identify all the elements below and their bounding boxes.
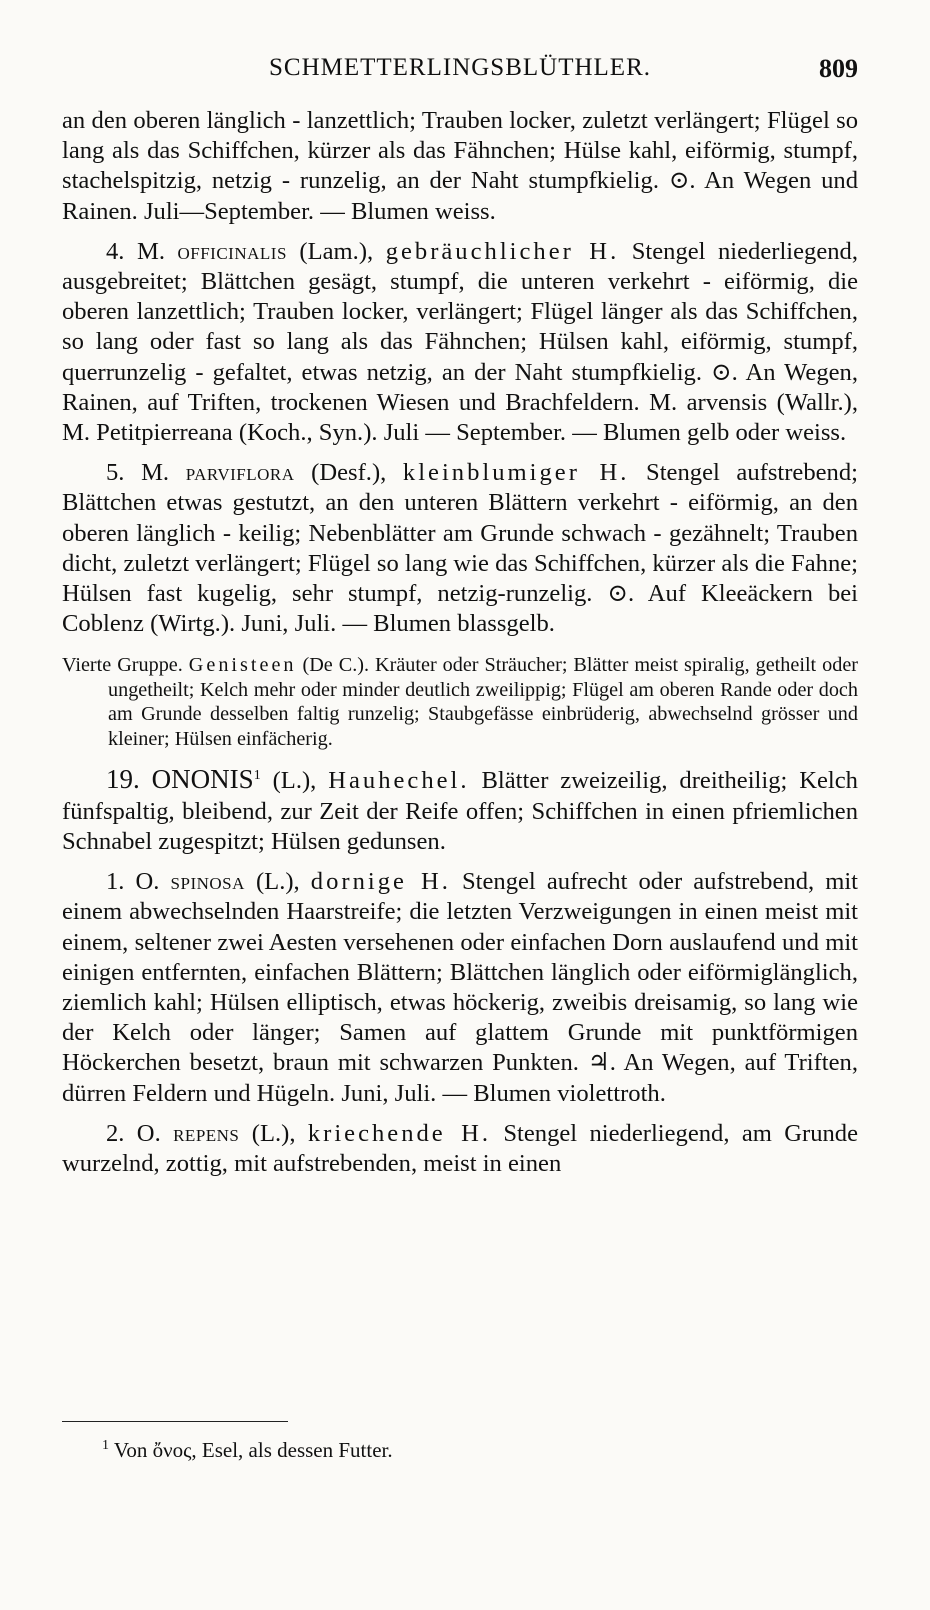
running-title: SCHMETTERLINGSBLÜTHLER. [268,54,652,81]
species-author: (Lam.), [299,237,374,265]
common-name: gebräuchlicher H. [385,237,620,265]
species-number: 2. O. [106,1119,161,1147]
species-entry-spinosa [62,867,858,1109]
genus-author: (L.), [272,767,317,795]
group-description: Kräuter oder Sträucher; Blätter meist spiralig, getheilt oder ungetheilt; Kelch mehr oder minder deutlich zweilippig; Flügel am oberen Rande oder doch am Grunde desselben faltig runzelig; Staubgefässe einbrüderig, abwechselnd grösser und kleiner; Hülsen einfächerig. [108,654,859,750]
species-epithet: spinosa [170,868,245,896]
genus-name: ONONIS [151,764,254,795]
species-entry-officinalis [62,237,858,448]
species-description: Stengel niederliegend, ausgebreitet; Blättchen gesägt, stumpf, die unteren verkehrt - eiförmig, die oberen lanzettlich; Trauben locker, verlängert; Flügel länger als das Schiffchen, so lang oder fast so lang als das Fähnchen; Hülsen kahl, eiförmig, stumpf, querrunzelig - gefaltet, etwas netzig, an der Naht stumpfkielig. ⊙. An Wegen, Rainen, auf Triften, trockenen Wiesen und Brachfeldern. M. arvensis (Wallr.), M. Petitpierreana (Koch., Syn.). Juli — September. — Blumen gelb oder weiss. [62,237,858,447]
footnote-rule [62,1421,288,1422]
species-author: (L.), [251,1119,296,1147]
footnote [102,1438,393,1463]
genus-description: Blätter zweizeilig, dreitheilig; Kelch fünfspaltig, bleibend, zur Zeit der Reife offen; Schiffchen in einen pfriemlichen Schnabel zugespitzt; Hülsen gedunsen. [62,767,858,856]
species-description: Stengel aufrecht oder aufstrebend, mit einem abwechselnden Haarstreife; die letzten Verzweigungen in einen meist mit einem, seltener zwei Aesten versehenen oder einfachen Dorn auslaufend und mit einigen entfernten, einfachen Blättern; Blättchen länglich oder eiförmiglänglich, ziemlich kahl; Hülsen elliptisch, etwas höckerig, zweibis dreisamig, so lang wie der Kelch oder länger; Samen auf glattem Grunde mit punktförmigen Höckerchen besetzt, braun mit schwarzen Punkten. ♃. An Wegen, auf Triften, dürren Feldern und Hügeln. Juni, Juli. — Blumen violettroth. [62,868,859,1107]
common-name: kriechende H. [307,1119,491,1147]
page-number: 809 [819,54,858,83]
genus-number: 19. [106,764,140,795]
species-author: (Desf.), [311,459,387,487]
group-label: Vierte Gruppe. [62,654,183,677]
species-entry-parviflora [62,458,858,639]
footnote-text: Von ὄνος, Esel, als dessen Futter. [113,1438,393,1462]
species-epithet: repens [173,1119,240,1147]
body-text [62,106,858,1179]
group-name: Genisteen [188,654,297,677]
common-name: Hauhechel. [328,767,470,795]
species-author: (L.), [255,868,300,896]
species-epithet: officinalis [177,237,287,265]
group-heading-genisteen [62,653,858,751]
genus-entry-ononis [62,761,858,857]
species-number: 5. M. [106,459,170,487]
species-entry-repens [62,1119,858,1179]
group-author: (De C.). [302,654,370,677]
species-epithet: parviflora [185,459,295,487]
species-description: Stengel aufstrebend; Blättchen etwas gestutzt, an den unteren Blättern verkehrt - eiförmig, an den oberen länglich - keilig; Nebenblätter am Grunde schwach - gezähnelt; Trauben dicht, zuletzt verlängert; Flügel so lang wie das Schiffchen, kürzer als die Fahne; Hülsen fast kugelig, sehr stumpf, netzig-runzelig. ⊙. Auf Kleeäckern bei Coblenz (Wirtg.). Juni, Juli. — Blumen blassgelb. [62,459,858,638]
species-number: 4. M. [106,237,165,265]
paragraph-continuation: an den oberen länglich - lanzettlich; Trauben locker, zuletzt verlängert; Flügel so lang als das Schiffchen, kürzer als das Fähnchen; Hülse kahl, eiförmig, stumpf, stachelspitzig, netzig - runzelig, an der Naht stumpfkielig. ⊙. An Wegen und Rainen. Juli—September. — Blumen weiss. [62,107,858,225]
species-description: Stengel niederliegend, am Grunde wurzelnd, zottig, mit aufstrebenden, meist in einen [62,1119,859,1178]
page-header [62,48,858,88]
common-name: dornige H. [310,868,451,896]
footnote-reference: 1 [253,768,261,784]
species-number: 1. O. [106,868,160,896]
footnote-marker: 1 [102,1438,109,1453]
common-name: kleinblumiger H. [402,459,630,487]
